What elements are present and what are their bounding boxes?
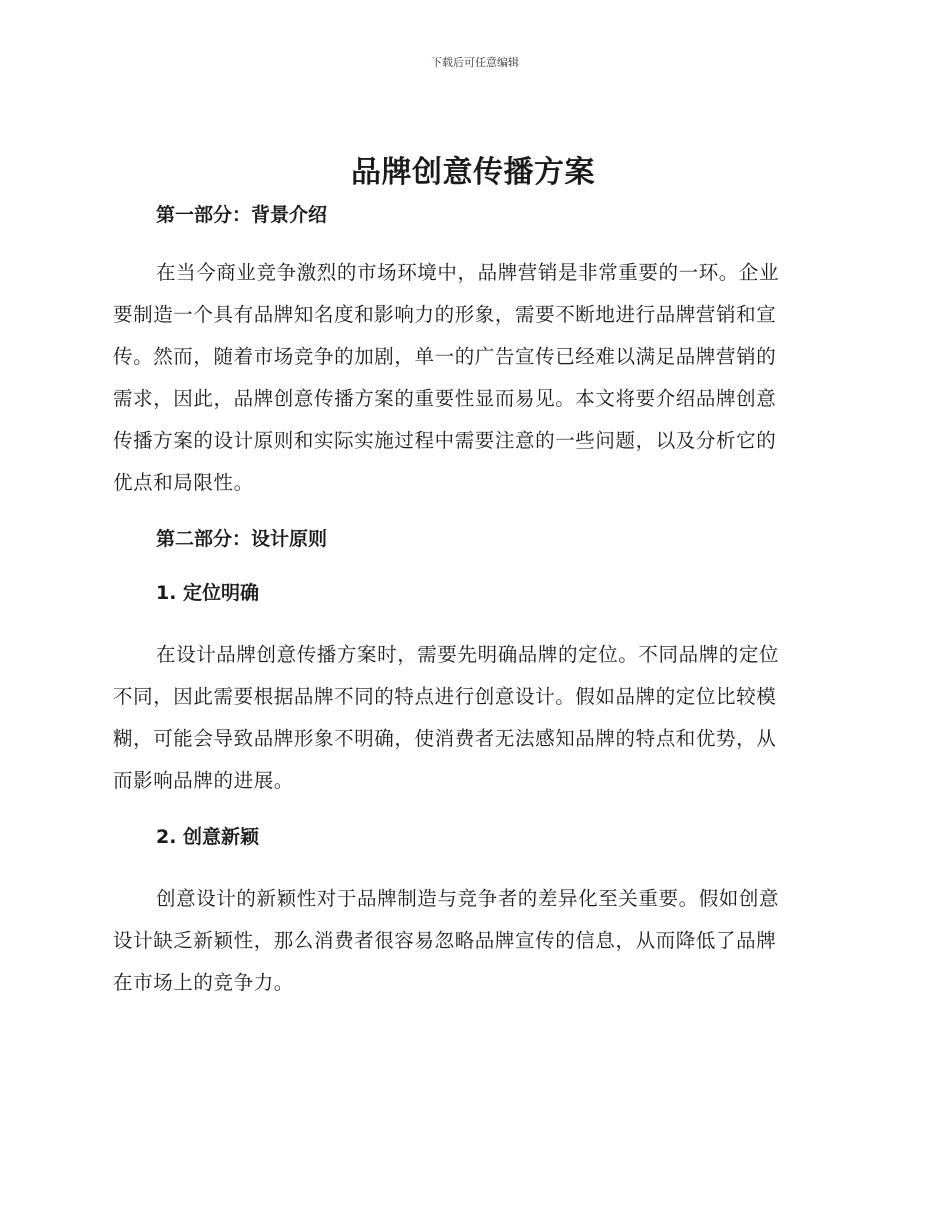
paragraph-line: 在市场上的竞争力。 [113, 971, 294, 994]
paragraph-line: 传播方案的设计原则和实际实施过程中需要注意的一些问题，以及分析它的 [113, 429, 777, 452]
paragraph-line: 糊，可能会导致品牌形象不明确，使消费者无法感知品牌的特点和优势，从 [113, 727, 777, 750]
subheading-creativity: 2. 创意新颖 [156, 826, 260, 848]
paragraph-background [113, 252, 833, 504]
paragraph-line: 而影响品牌的进展。 [113, 769, 294, 792]
paragraph-line: 需求，因此，品牌创意传播方案的重要性显而易见。本文将要介绍品牌创意 [113, 387, 777, 410]
section-heading-background: 第一部分：背景介绍 [156, 204, 328, 226]
paragraph-line: 在设计品牌创意传播方案时，需要先明确品牌的定位。不同品牌的定位 [156, 643, 780, 666]
document-title: 品牌创意传播方案 [351, 155, 595, 190]
paragraph-line: 在当今商业竞争激烈的市场环境中，品牌营销是非常重要的一环。企业 [156, 261, 780, 284]
paragraph-line: 优点和局限性。 [113, 471, 254, 494]
paragraph-line: 要制造一个具有品牌知名度和影响力的形象，需要不断地进行品牌营销和宣 [113, 303, 777, 326]
document-content [113, 150, 833, 1004]
page-header-note: 下载后可任意编辑 [431, 56, 519, 69]
paragraph-line: 创意设计的新颖性对于品牌制造与竞争者的差异化至关重要。假如创意 [156, 887, 780, 910]
paragraph-positioning [113, 634, 833, 802]
paragraph-line: 不同，因此需要根据品牌不同的特点进行创意设计。假如品牌的定位比较模 [113, 685, 777, 708]
paragraph-creativity [113, 878, 833, 1004]
subheading-positioning: 1. 定位明确 [156, 582, 260, 604]
paragraph-line: 传。然而，随着市场竞争的加剧，单一的广告宣传已经难以满足品牌营销的 [113, 345, 777, 368]
paragraph-line: 设计缺乏新颖性，那么消费者很容易忽略品牌宣传的信息，从而降低了品牌 [113, 929, 777, 952]
section-heading-design: 第二部分：设计原则 [156, 528, 328, 550]
